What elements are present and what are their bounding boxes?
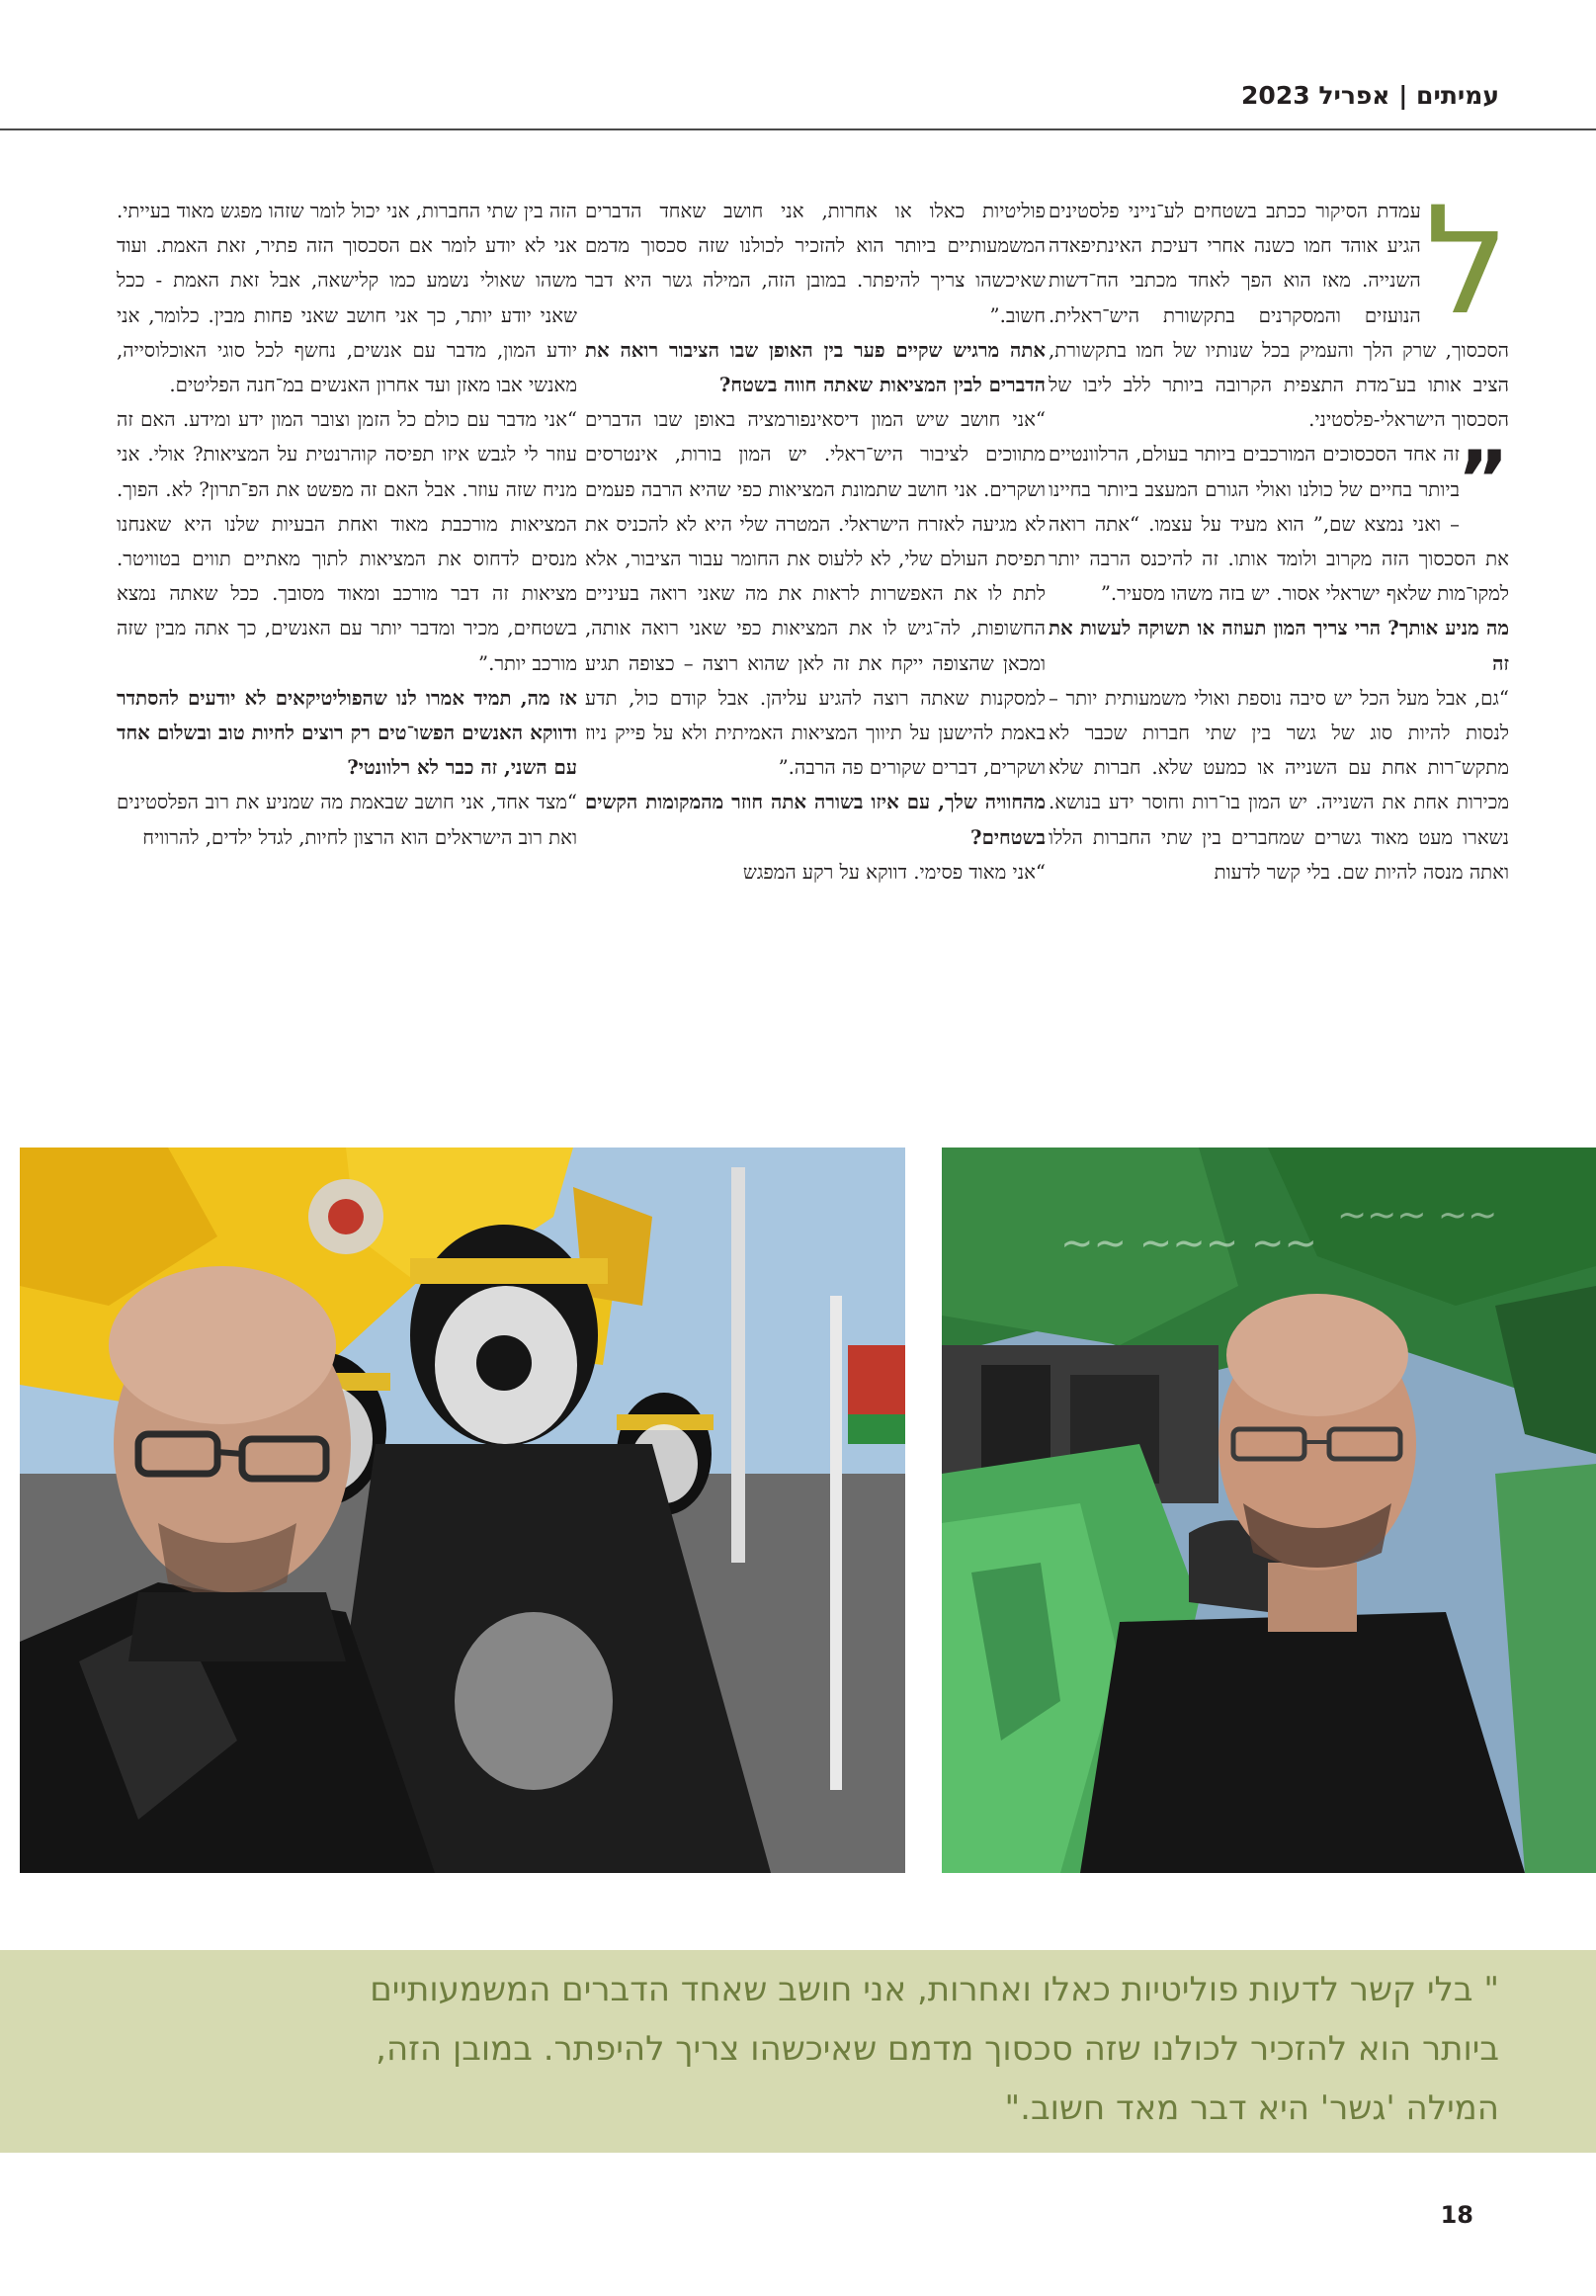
article-paragraph: הזה בין שתי החברות, אני יכול לומר שזהו מפגש מאוד בעייתי. אני לא יודע לומר אם הסכסוך הזה פתיר, זאת האמת. ועוד משהו שאולי נשמע כמו קלישאה, אבל זאת האמת - ככל שאני יודע יותר, כך אני חושב שאני פחות מבין. כלומר, אני יודע המון, מדבר עם אנשים, נחשף לכל סוגי האוכלוסייה, מאנשי אבו מאזן ועד אחרון האנשים במ־חנה הפליטים.: [117, 200, 577, 397]
article-paragraph: “מצד אחד, אני חושב שבאמת מה שמניע את רוב הפלסטינים ואת רוב הישראלים הוא הרצון לחיות, לגדל ילדים, להרוויח: [117, 791, 577, 849]
svg-text:~~~ ~~: ~~~ ~~: [1337, 1195, 1498, 1235]
header-rule: [0, 128, 1596, 130]
article-paragraph: עמדת הסיקור ככתב בשטחים לע־נייני פלסטינים הגיע אוהד חמו כשנה אחרי דעיכת האינתיפאדה השנייה. מאז הוא הפך לאחד מכתבי הח־דשות הנועזים והמסקרנים בתקשורת היש־ראלית. הסכסוך, שרק הלך והעמיק בכל שנותיו של חמו בתקשורת, הציב אותו בע־מדת התצפית הקרובה ביותר ללב ליבו של הסכסוך הישראלי-פלסטיני.: [1049, 200, 1509, 432]
article-column-2: [585, 194, 1046, 1088]
photo-man-green-flags-image: [942, 1148, 1596, 1873]
page-number: 18: [1440, 2201, 1473, 2229]
pull-quote: [0, 1950, 1596, 2153]
photo-selfie-masked-men-image: [20, 1148, 905, 1873]
quote-mark-icon: ”: [1457, 434, 1509, 527]
pull-quote-line: " בלי קשר לדעות פוליטיות כאלו ואחרות, אני חושב שאחד הדברים המשמעותיים: [370, 1970, 1499, 2009]
pull-quote-line: המילה 'גשר' היא דבר מאד חשוב.": [1004, 2088, 1499, 2128]
article-paragraph: “אני חושב שיש המון דיסאינפורמציה באופן שבו הדברים מתווכים לציבור היש־ראלי. יש המון בורות, אינטרסים ושקרים. אני חושב שתמונת המציאות כפי שהיא הרבה פעמים לא מגיעה לאזרח הישראלי. המטרה שלי היא לא להכניס את תפיסת העולם שלי, לא ללעוס את החומר עבור הציבור, אלא לתת לו את האפשרות לראות את מה שאני רואה בעיניים החשופות, לה־גיש לו את המציאות כפי שאני רואה אותה, ומכאן שהצופה ייקח את זה לאן שהוא רוצה – כצופה תגיע למסקנות שאתה רוצה להגיע עליהן. אבל קודם כול, תדע באמת להישען על תיווך המציאות האמיתית ולא על פייק ניוז ושקרים, דברים שקורים פה הרבה.”: [585, 408, 1046, 780]
pull-quote-line: ביותר הוא להזכיר לכולנו שזה סכסוך מדמם שאיכשהו צריך להיפתר. במובן הזה,: [376, 2029, 1499, 2069]
article-column-1: [1049, 194, 1509, 1088]
running-header: עמיתים | אפריל 2023: [1241, 81, 1499, 110]
svg-text:~~ ~~~ ~~: ~~ ~~~ ~~: [1060, 1221, 1318, 1266]
article-paragraph: פוליטיות כאלו או אחרות, אני חושב שאחד הדברים המשמעותיים ביותר הוא להזכיר לכולנו שזה סכסוך מדמם שאיכשהו צריך להיפתר. במובן הזה, המילה גשר היא דבר חשוב.”: [585, 200, 1046, 327]
article-paragraph: זה אחד הסכסוכים המורכבים ביותר בעולם, הרלוונטיים ביותר בחיים של כולנו ואולי הגורם המעצב ביותר בחיינו – ואני נמצא שם,” הוא מעיד על עצמו. “אתה רואה את הסכסוך הזה מקרוב ולומד אותו. זה להיכנס הרבה יותר למקו־מות שלאף ישראלי אסור. יש בזה משהו מסעיר.”: [1049, 443, 1509, 606]
interview-question: אז מה, תמיד אמרו לנו שהפוליטיקאים לא יודעים להסתדר ודווקא האנשים הפשו־טים רק רוצים לחיות טוב ובשלום אחד עם השני, זה כבר לא רלוונטי?: [117, 686, 577, 780]
interview-question: אתה מרגיש שקיים פער בין האופן שבו הציבור רואה את הדברים לבין המציאות שאתה חווה בשטח?: [585, 338, 1046, 397]
interview-question: מה מניע אותך? הרי צריך המון תעוזה או תשוקה לעשות את זה: [1049, 617, 1509, 675]
photo-man-green-flags: [942, 1148, 1596, 1873]
article-column-3: [117, 194, 577, 1088]
article-paragraph: “גם, אבל מעל הכל יש סיבה נוספת ואולי משמעותית יותר – לנסות להיות סוג של גשר בין שתי חברות שכבר לא מתקש־רות אחת עם השנייה או כמעט שלא. חברות שלא מכירות אחת את השנייה. יש המון בו־רות וחוסר ידע בנושא. נשארו מעט מאוד גשרים שמחברים בין שתי החברות הללו ואתה מנסה להיות שם. בלי קשר לדעות: [1049, 686, 1509, 884]
article-paragraph: “אני מדבר עם כולם כל הזמן וצובר המון ידע ומידע. האם זה עוזר לי לגבש איזו תפיסה קוהרנטית על המציאות? אולי. אני מניח שזה עוזר. אבל האם זה מפשט את הפ־תרון? לא. הפוך. המציאות מורכבת מאוד ואחת הבעיות שלנו היא שאנחנו מנסים לדחוס את המציאות לתוך מאתיים תווים בטוויטר. מציאות זה דבר מורכב ומאוד מסובך. ככל שאתה נמצא בשטחים, מכיר ומדבר יותר עם האנשים, כך אתה מבין שזה מורכב יותר.”: [117, 408, 577, 675]
article-paragraph: “אני מאוד פסימי. דווקא על רקע המפגש: [742, 860, 1046, 884]
drop-cap: ל: [1424, 194, 1509, 348]
interview-question: מהחוויה שלך, עם איזו בשורה אתה חוזר מהמקומות הקשים בשטחים?: [585, 791, 1046, 849]
photo-selfie-masked-men: [20, 1148, 905, 1873]
